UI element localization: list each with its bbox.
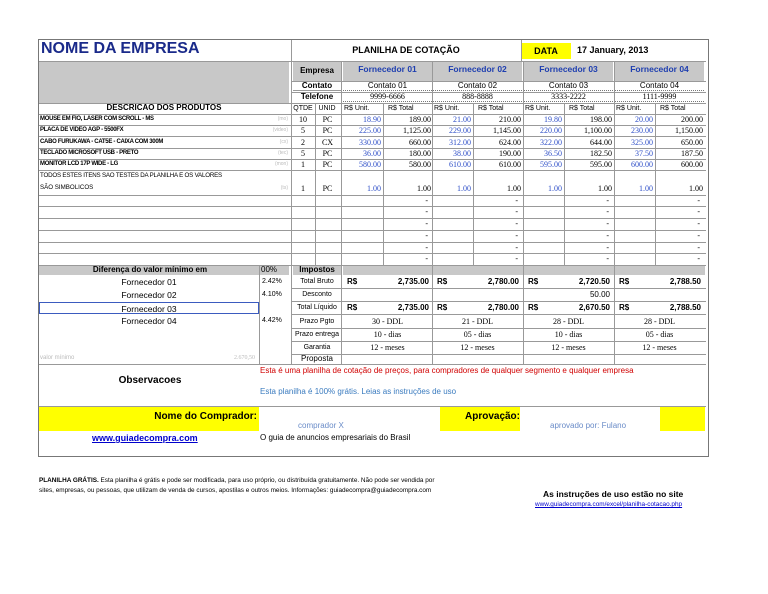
unit-price[interactable]: 36.00	[363, 149, 381, 158]
gratis-text-1: Esta planilha é grátis e pode ser modificada, para uso próprio, ou distribuída gratuitamente. Não pode ser vendida por	[98, 477, 435, 484]
diff-pct: 4.10%	[262, 291, 282, 298]
unit-price[interactable]: 20.00	[635, 115, 653, 124]
gratis-bold: PLANILHA GRÁTIS.	[39, 477, 99, 484]
rs-symbol: R$	[619, 303, 630, 312]
instr-link[interactable]: www.guiadecompra.com/excel/planilha-cotacao.php	[535, 501, 683, 508]
product-tag: (cx)	[279, 139, 288, 145]
unit-price[interactable]: 229.00	[449, 126, 471, 135]
product-tag: (mo)	[277, 116, 288, 122]
instr-title: As instruções de uso estão no site	[543, 489, 684, 499]
unid-header: UNID	[318, 105, 336, 112]
totals-desconto-1[interactable]	[363, 289, 429, 301]
totals-prazo_entrega-3[interactable]: 10 - dias	[554, 330, 583, 339]
unit-price-header: R$ Unit.	[344, 105, 370, 112]
supplier-contact-2[interactable]: Contato 02	[433, 81, 522, 91]
descricao-header: DESCRICAO DOS PRODUTOS	[106, 103, 222, 112]
totals-label-garantia: Garantia	[303, 344, 331, 351]
totals-label-desconto: Desconto	[302, 291, 332, 298]
totals-desconto-3[interactable]: 50.00	[589, 290, 610, 299]
product-qtde[interactable]: 5	[301, 149, 305, 158]
supplier-contact-1[interactable]: Contato 01	[343, 81, 432, 91]
diff-zero: 00%	[261, 265, 278, 274]
product-desc-line-1[interactable]: TODOS ESTES ITENS SAO TESTES DA PLANILHA E OS VALORES	[40, 172, 222, 179]
total-price: 187.50	[681, 149, 703, 158]
product-qtde[interactable]: 2	[301, 138, 305, 147]
totals-liquido-4: 2,788.50	[669, 303, 701, 312]
supplier-name-3: Fornecedor 03	[524, 61, 613, 81]
date-value[interactable]: 17 January, 2013	[577, 45, 649, 55]
valor-minimo-num: 2.670,50	[234, 355, 255, 361]
grid-line	[291, 314, 706, 315]
total-price: 1,150.00	[675, 126, 703, 135]
gratis-line-1	[39, 476, 519, 486]
supplier-contact-3[interactable]: Contato 03	[524, 81, 613, 91]
supplier-contact-4[interactable]: Contato 04	[615, 81, 704, 91]
total-price: 1.00	[598, 184, 612, 193]
product-unid[interactable]: PC	[322, 115, 333, 124]
empty-total: -	[515, 254, 518, 263]
grid-line	[291, 81, 706, 82]
obs-line-1[interactable]: Esta é uma planilha de cotação de preços, para compradores de qualquer segmento e qualquer empresa	[260, 366, 634, 375]
rs-symbol: R$	[437, 303, 448, 312]
supplier-name-1: Fornecedor 01	[343, 61, 432, 81]
product-tag: (ts)	[280, 185, 288, 191]
unit-price[interactable]: 330.00	[359, 138, 381, 147]
diff-supplier-4: Fornecedor 04	[121, 316, 177, 326]
totals-bruto-2: 2,780.00	[487, 277, 519, 286]
unit-price[interactable]: 18.90	[363, 115, 381, 124]
aprovado-value[interactable]: aprovado por: Fulano	[550, 421, 627, 430]
rs-symbol: R$	[619, 277, 630, 286]
totals-desconto-2[interactable]	[453, 289, 519, 301]
empty-total: -	[606, 254, 609, 263]
empty-total: -	[606, 231, 609, 240]
aprovacao-box	[660, 407, 705, 431]
totals-garantia-1[interactable]: 12 - meses	[370, 343, 405, 352]
product-qtde[interactable]: 10	[299, 115, 307, 124]
total-price: 624.00	[499, 138, 521, 147]
impostos-bg	[343, 265, 705, 275]
unit-price[interactable]: 1.00	[457, 184, 471, 193]
grid-line	[39, 148, 706, 149]
empty-total: -	[697, 196, 700, 205]
supplier-phone-4[interactable]: 1111-9999	[615, 92, 704, 102]
product-tag: (tec)	[278, 150, 288, 156]
empty-total: -	[515, 231, 518, 240]
totals-garantia-4[interactable]: 12 - meses	[642, 343, 677, 352]
empty-total: -	[515, 219, 518, 228]
totals-prazo_entrega-4[interactable]: 05 - dias	[645, 330, 674, 339]
grid-line	[473, 103, 474, 265]
product-qtde[interactable]: 1	[301, 160, 305, 169]
product-qtde[interactable]: 1	[301, 184, 305, 193]
impostos-label: Impostos	[293, 265, 341, 275]
diff-supplier-1: Fornecedor 01	[121, 277, 177, 287]
diff-supplier-2: Fornecedor 02	[121, 290, 177, 300]
grid-line	[39, 265, 706, 266]
site-desc: O guia de anuncios empresariais do Brasil	[260, 433, 411, 442]
total-price: 180.00	[409, 149, 431, 158]
grid-line	[39, 218, 706, 219]
totals-bruto-3: 2,720.50	[578, 277, 610, 286]
grid-line	[315, 103, 316, 265]
total-price-header: R$ Total	[660, 105, 686, 112]
unit-price[interactable]: 595.00	[540, 160, 562, 169]
totals-bruto-4: 2,788.50	[669, 277, 701, 286]
grid-line	[291, 92, 706, 93]
supplier-phone-2[interactable]: 888-8888	[433, 92, 522, 102]
unit-price[interactable]: 1.00	[367, 184, 381, 193]
unit-price[interactable]: 1.00	[548, 184, 562, 193]
unit-price-header: R$ Unit.	[434, 105, 460, 112]
total-price: 660.00	[409, 138, 431, 147]
totals-prazo_pgto-4[interactable]: 28 - DDL	[643, 317, 676, 326]
totals-garantia-3[interactable]: 12 - meses	[551, 343, 586, 352]
unit-price[interactable]: 38.00	[453, 149, 471, 158]
total-price: 600.00	[681, 160, 703, 169]
product-desc[interactable]: MOUSE EM FIO, LASER COM SCROLL - MS	[40, 116, 154, 122]
grid-line	[655, 103, 656, 265]
grid-line	[39, 242, 706, 243]
product-desc[interactable]: PLACA DE VIDEO AGP - 5500FX	[40, 127, 124, 133]
empty-total: -	[515, 207, 518, 216]
totals-bruto-1: 2,735.00	[397, 277, 429, 286]
total-price: 1,145.00	[493, 126, 521, 135]
unit-price-header: R$ Unit.	[616, 105, 642, 112]
grid-line	[39, 136, 706, 137]
totals-label-prazo_pgto: Prazo Pgto	[299, 318, 335, 325]
product-desc[interactable]: TECLADO MICROSOFT USB - PRETO	[40, 150, 139, 156]
total-price: 1,100.00	[584, 126, 612, 135]
unit-price[interactable]: 610.00	[449, 160, 471, 169]
rs-symbol: R$	[347, 277, 358, 286]
totals-prazo_pgto-3[interactable]: 28 - DDL	[552, 317, 585, 326]
grid-line	[39, 114, 706, 115]
total-price: 1.00	[417, 184, 431, 193]
grid-line	[39, 170, 706, 171]
grid-line	[39, 406, 706, 407]
total-price: 200.00	[681, 115, 703, 124]
comprador-value[interactable]: comprador X	[298, 421, 344, 430]
totals-prazo_pgto-1[interactable]: 30 - DDL	[371, 317, 404, 326]
total-price: 189.00	[409, 115, 431, 124]
diff-supplier-3: Fornecedor 03	[39, 302, 259, 314]
product-unid[interactable]: PC	[322, 160, 333, 169]
grid-line	[521, 40, 522, 61]
site-link[interactable]: www.guiadecompra.com	[92, 433, 198, 443]
diff-header: Diferença do valor mínimo em	[92, 265, 208, 274]
unit-price[interactable]: 1.00	[639, 184, 653, 193]
empty-total: -	[606, 207, 609, 216]
unit-price[interactable]: 36.50	[544, 149, 562, 158]
supplier-phone-3[interactable]: 3333-2222	[524, 92, 613, 102]
grid-line	[291, 354, 706, 355]
total-price: 210.00	[499, 115, 521, 124]
totals-label-bruto: Total Bruto	[300, 278, 334, 285]
totals-desconto-4[interactable]	[635, 289, 701, 301]
product-unid[interactable]: PC	[322, 126, 333, 135]
product-tag: (video)	[272, 127, 288, 133]
qtde-header: QTDE	[293, 105, 313, 112]
sheet-title: PLANILHA DE COTAÇÃO	[352, 45, 460, 55]
aprovacao-label: Aprovação:	[464, 411, 520, 422]
totals-liquido-1: 2,735.00	[397, 303, 429, 312]
grid-line	[383, 103, 384, 265]
diff-pct	[262, 302, 289, 314]
date-label: DATA	[521, 43, 571, 59]
total-price: 650.00	[681, 138, 703, 147]
unit-price[interactable]: 230.00	[631, 126, 653, 135]
logo-area	[39, 61, 289, 103]
product-desc[interactable]: CABO FURUKAWA - CAT5E - CAIXA COM 300M	[40, 139, 164, 145]
unit-price[interactable]: 312.00	[449, 138, 471, 147]
total-price: 190.00	[499, 149, 521, 158]
unit-price-header: R$ Unit.	[525, 105, 551, 112]
total-price: 182.50	[590, 149, 612, 158]
totals-label-liquido: Total Líquido	[297, 304, 337, 311]
empty-total: -	[697, 254, 700, 263]
total-price: 1.00	[507, 184, 521, 193]
empty-total: -	[425, 243, 428, 252]
product-unid[interactable]: PC	[322, 149, 333, 158]
comprador-label: Nome do Comprador:	[154, 411, 257, 422]
gratis-line-2: sites, empresas, ou pessoas, que utilizam de venda de cursos, apostilas e outros meios. Informações: guiadecompra@guiadecompra.com	[39, 487, 432, 494]
empty-total: -	[425, 254, 428, 263]
grid-line	[39, 103, 706, 104]
empty-total: -	[515, 196, 518, 205]
unit-price[interactable]: 37.50	[635, 149, 653, 158]
grid-line	[39, 195, 706, 196]
grid-line	[39, 253, 706, 254]
obs-line-2[interactable]: Esta planilha é 100% grátis. Leias as instruções de uso	[260, 387, 457, 396]
product-desc[interactable]: MONITOR LCD 17P WIDE - LG	[40, 161, 118, 167]
supplier-name-2: Fornecedor 02	[433, 61, 522, 81]
empty-total: -	[515, 243, 518, 252]
grid-line	[39, 61, 706, 62]
company-name: NOME DA EMPRESA	[41, 40, 200, 57]
diff-pct: 2.42%	[262, 278, 282, 285]
unit-price[interactable]: 21.00	[453, 115, 471, 124]
observacoes-label: Observacoes	[118, 375, 182, 386]
empty-total: -	[606, 219, 609, 228]
total-price: 610.00	[499, 160, 521, 169]
total-price: 595.00	[590, 160, 612, 169]
grid-line	[39, 364, 706, 365]
grid-line	[564, 103, 565, 265]
product-unid[interactable]: CX	[321, 138, 334, 147]
telefone-label: Telefone	[300, 92, 334, 101]
valor-minimo-label: valor mínimo	[40, 355, 75, 361]
rs-symbol: R$	[347, 303, 358, 312]
total-price: 580.00	[409, 160, 431, 169]
totals-prazo_pgto-2[interactable]: 21 - DDL	[461, 317, 494, 326]
grid-line	[39, 230, 706, 231]
unit-price[interactable]: 600.00	[631, 160, 653, 169]
supplier-phone-1[interactable]: 9999-6666	[343, 92, 432, 102]
proposta-label: Proposta	[300, 354, 334, 363]
totals-prazo_entrega-1[interactable]: 10 - dias	[373, 330, 402, 339]
product-tag: (mon)	[274, 161, 288, 167]
contato-label: Contato	[293, 81, 341, 91]
total-price-header: R$ Total	[478, 105, 504, 112]
empty-total: -	[425, 196, 428, 205]
empty-total: -	[697, 243, 700, 252]
product-qtde[interactable]: 5	[301, 126, 305, 135]
empty-total: -	[425, 231, 428, 240]
unit-price[interactable]: 580.00	[359, 160, 381, 169]
totals-garantia-2[interactable]: 12 - meses	[460, 343, 495, 352]
product-unid[interactable]: PC	[322, 184, 333, 193]
empty-total: -	[425, 207, 428, 216]
total-price: 1.00	[689, 184, 703, 193]
unit-price[interactable]: 220.00	[540, 126, 562, 135]
total-price-header: R$ Total	[388, 105, 414, 112]
rs-symbol: R$	[437, 277, 448, 286]
unit-price[interactable]: 322.00	[540, 138, 562, 147]
empty-total: -	[697, 219, 700, 228]
diff-pct: 4.42%	[262, 317, 282, 324]
empty-total: -	[606, 196, 609, 205]
empty-total: -	[425, 219, 428, 228]
supplier-name-4: Fornecedor 04	[615, 61, 704, 81]
empresa-label: Empresa	[293, 61, 341, 81]
total-price-header: R$ Total	[569, 105, 595, 112]
total-price: 644.00	[590, 138, 612, 147]
totals-label-prazo_entrega: Prazo entrega	[295, 331, 339, 338]
grid-line	[39, 206, 706, 207]
grid-line	[39, 125, 706, 126]
product-desc-line-2[interactable]: SÃO SIMBOLICOS	[40, 184, 94, 191]
rs-symbol: R$	[528, 303, 539, 312]
empty-total: -	[697, 207, 700, 216]
totals-liquido-2: 2,780.00	[487, 303, 519, 312]
unit-price[interactable]: 225.00	[359, 126, 381, 135]
grid-line	[39, 159, 706, 160]
unit-price[interactable]: 325.00	[631, 138, 653, 147]
grid-line	[259, 265, 260, 365]
totals-prazo_entrega-2[interactable]: 05 - dias	[463, 330, 492, 339]
rs-symbol: R$	[528, 277, 539, 286]
total-price: 198.00	[590, 115, 612, 124]
totals-liquido-3: 2,670.50	[578, 303, 610, 312]
total-price: 1,125.00	[403, 126, 431, 135]
empty-total: -	[606, 243, 609, 252]
empty-total: -	[697, 231, 700, 240]
unit-price[interactable]: 19.80	[544, 115, 562, 124]
